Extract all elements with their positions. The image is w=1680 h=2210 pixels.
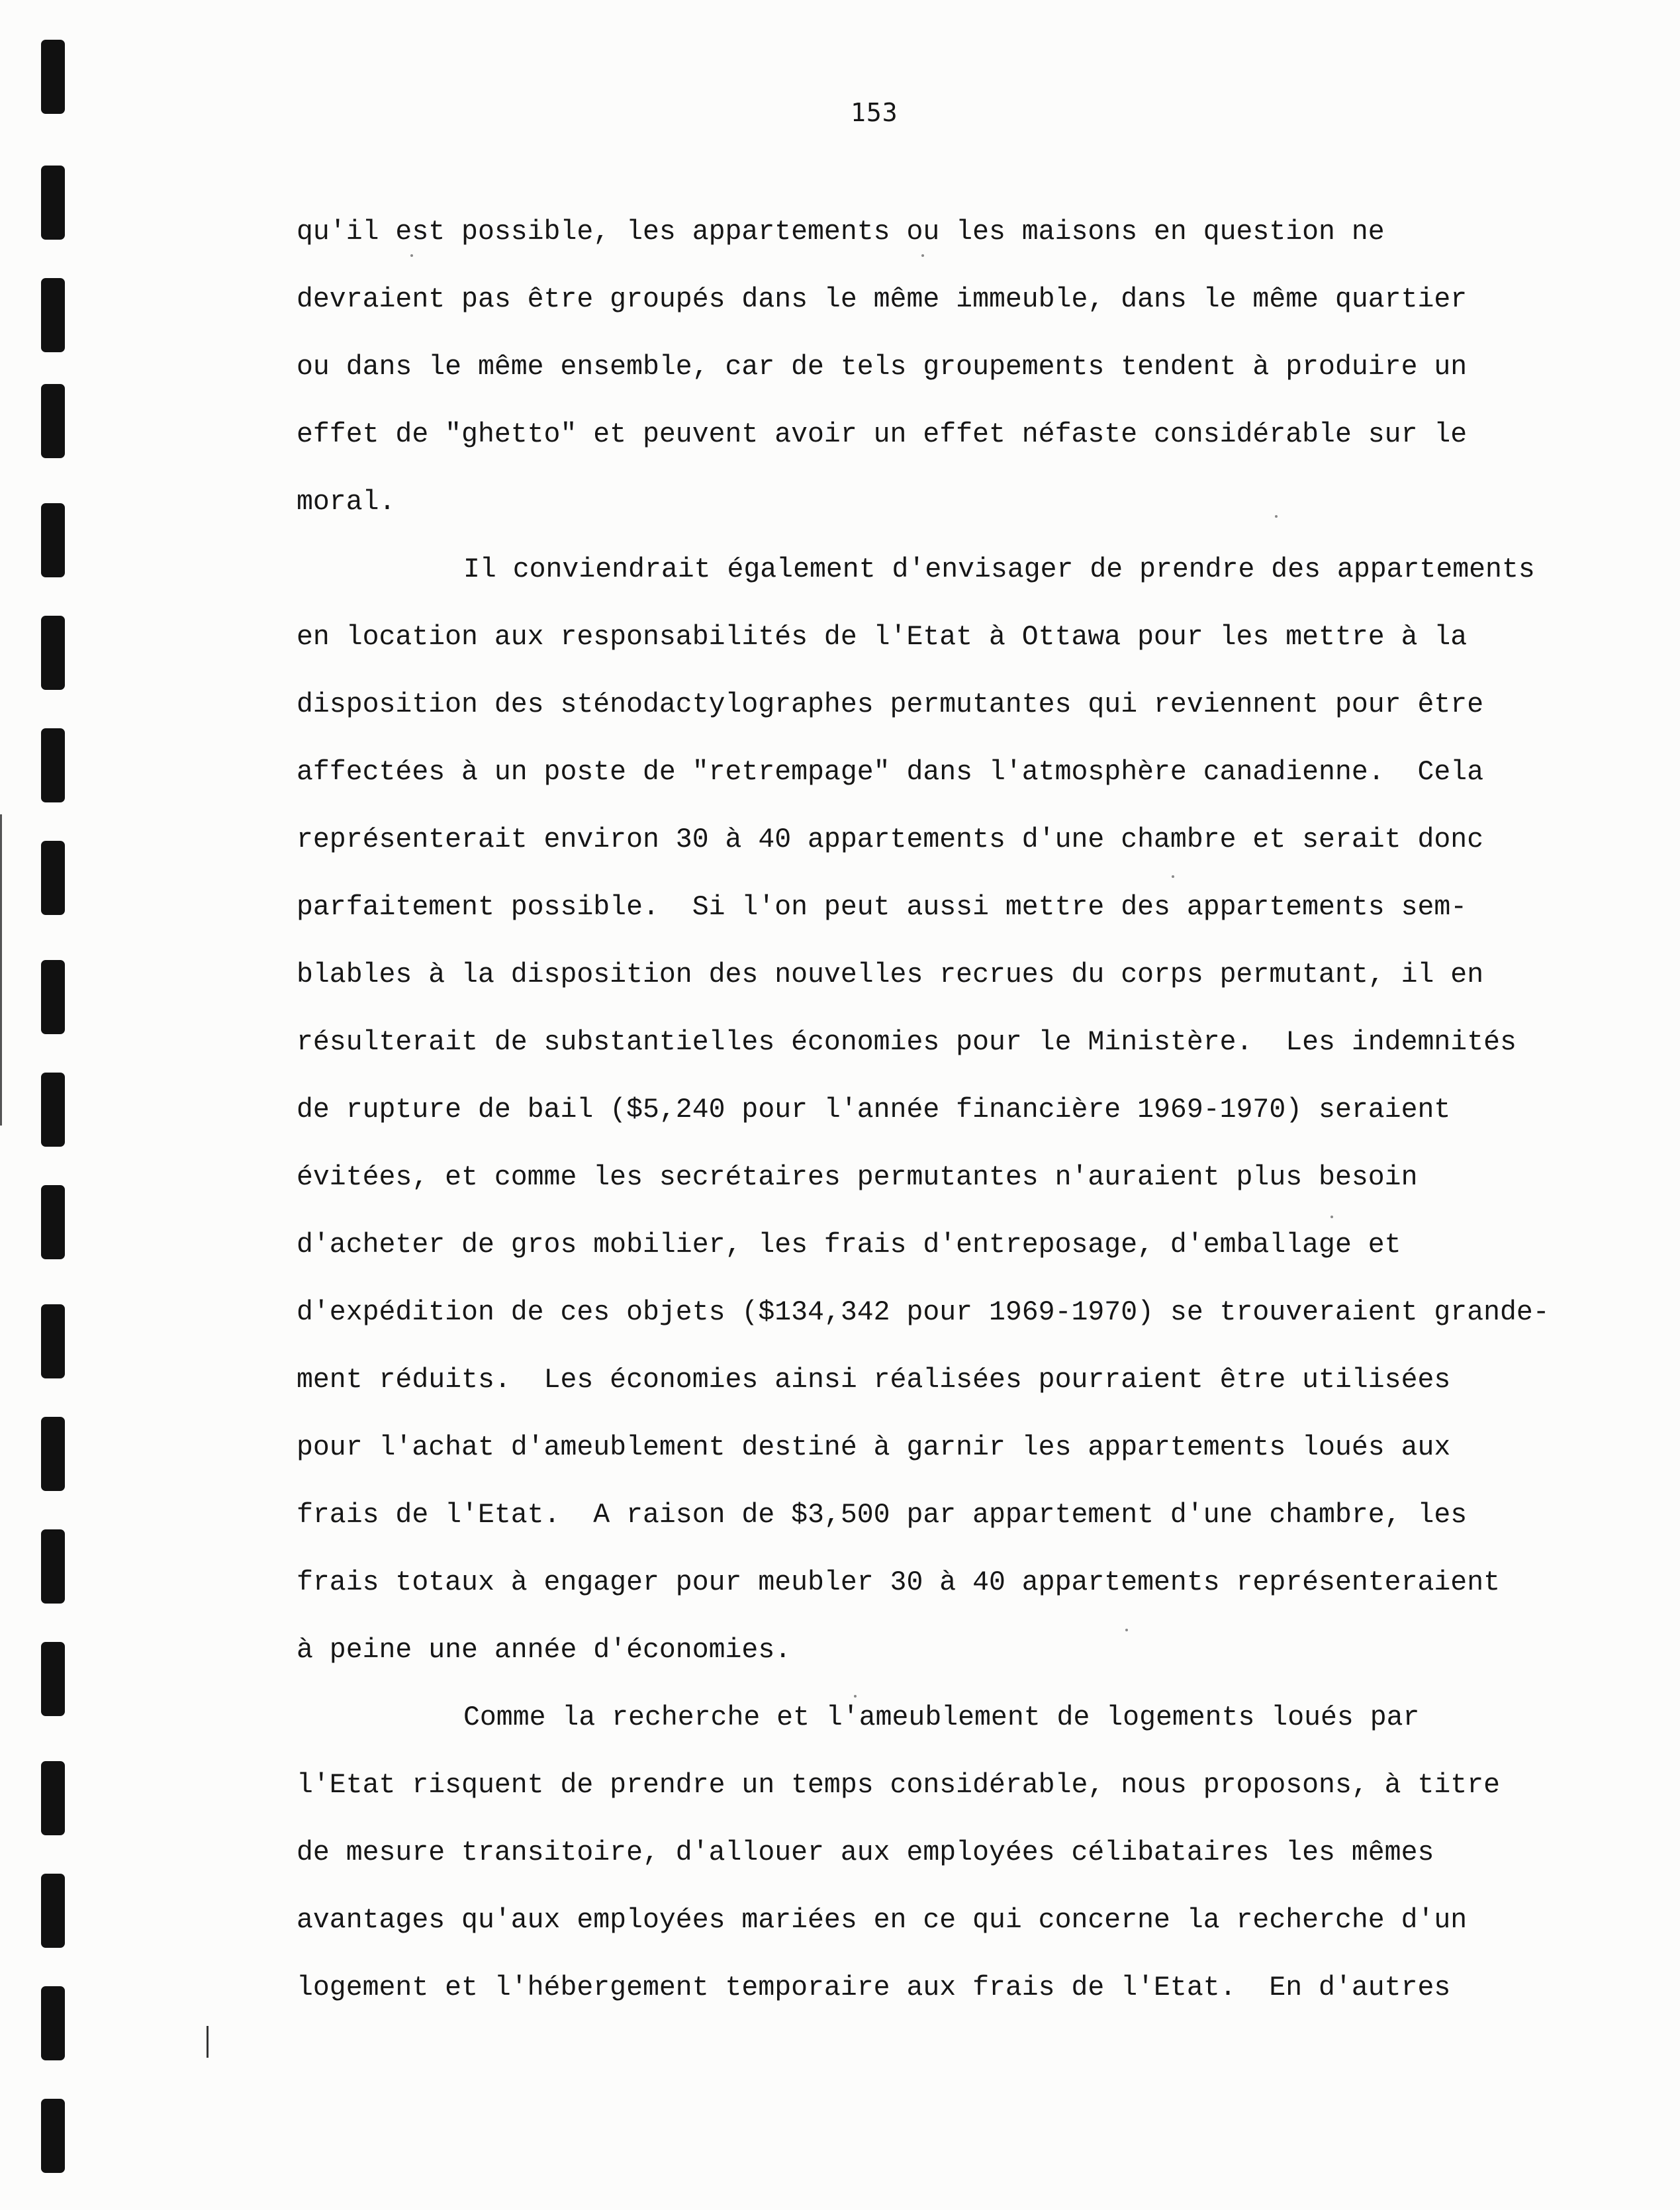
text-line: disposition des sténodactylographes permutantes qui reviennent pour être xyxy=(297,689,1484,720)
punch-mark xyxy=(41,1417,65,1491)
text-line: d'acheter de gros mobilier, les frais d'entreposage, d'emballage et xyxy=(297,1229,1401,1261)
margin-line xyxy=(0,814,2,1126)
text-line: évitées, et comme les secrétaires permutantes n'auraient plus besoin xyxy=(297,1162,1418,1193)
text-line: qu'il est possible, les appartements ou les maisons en question ne xyxy=(297,216,1385,248)
text-line: l'Etat risquent de prendre un temps considérable, nous proposons, à titre xyxy=(297,1770,1500,1801)
text-line: de rupture de bail ($5,240 pour l'année financière 1969-1970) seraient xyxy=(297,1094,1451,1126)
text-line: frais totaux à engager pour meubler 30 à 40 appartements représenteraient xyxy=(297,1567,1500,1598)
punch-mark xyxy=(41,40,65,114)
punch-mark xyxy=(41,1185,65,1259)
punch-mark xyxy=(41,728,65,802)
punch-mark xyxy=(41,1761,65,1835)
punch-mark xyxy=(41,1986,65,2060)
text-line: avantages qu'aux employées mariées en ce qui concerne la recherche d'un xyxy=(297,1905,1468,1936)
text-line: Comme la recherche et l'ameublement de logements loués par xyxy=(463,1702,1420,1733)
text-line: affectées à un poste de "retrempage" dans l'atmosphère canadienne. Cela xyxy=(297,757,1484,788)
text-line: à peine une année d'économies. xyxy=(297,1635,792,1666)
text-line: de mesure transitoire, d'allouer aux employées célibataires les mêmes xyxy=(297,1837,1434,1868)
punch-mark xyxy=(41,960,65,1034)
text-line: logement et l'hébergement temporaire aux frais de l'Etat. En d'autres xyxy=(297,1972,1451,2003)
text-line: frais de l'Etat. A raison de $3,500 par appartement d'une chambre, les xyxy=(297,1500,1468,1531)
text-line: effet de "ghetto" et peuvent avoir un effet néfaste considérable sur le xyxy=(297,419,1468,450)
text-line: Il conviendrait également d'envisager de prendre des appartements xyxy=(463,554,1535,585)
punch-mark xyxy=(41,616,65,690)
punch-mark xyxy=(41,2099,65,2173)
punch-mark xyxy=(41,166,65,240)
punch-mark xyxy=(41,278,65,352)
body-text xyxy=(297,199,1567,2022)
speck xyxy=(1275,515,1278,518)
text-line: parfaitement possible. Si l'on peut aussi mettre des appartements sem- xyxy=(297,892,1468,923)
punch-mark xyxy=(41,1304,65,1378)
margin-tick xyxy=(207,2026,209,2058)
text-line: ment réduits. Les économies ainsi réalisées pourraient être utilisées xyxy=(297,1365,1451,1396)
text-line: représenterait environ 30 à 40 appartements d'une chambre et serait donc xyxy=(297,824,1484,855)
speck xyxy=(410,254,413,257)
text-line: moral. xyxy=(297,487,396,518)
punch-mark xyxy=(41,1642,65,1716)
text-line: devraient pas être groupés dans le même immeuble, dans le même quartier xyxy=(297,284,1468,315)
binding-marks xyxy=(41,40,68,2185)
text-line: ou dans le même ensemble, car de tels groupements tendent à produire un xyxy=(297,352,1468,383)
punch-mark xyxy=(41,1874,65,1948)
page-number: 153 xyxy=(851,98,898,127)
speck xyxy=(854,1695,857,1698)
punch-mark xyxy=(41,1073,65,1147)
speck xyxy=(921,254,924,257)
punch-mark xyxy=(41,1529,65,1604)
text-line: pour l'achat d'ameublement destiné à garnir les appartements loués aux xyxy=(297,1432,1451,1463)
speck xyxy=(1330,1216,1333,1218)
speck xyxy=(1125,1629,1128,1631)
punch-mark xyxy=(41,384,65,458)
speck xyxy=(1172,875,1174,878)
text-line: en location aux responsabilités de l'Etat à Ottawa pour les mettre à la xyxy=(297,622,1468,653)
text-line: résulterait de substantielles économies pour le Ministère. Les indemnités xyxy=(297,1027,1517,1058)
text-line: d'expédition de ces objets ($134,342 pour 1969-1970) se trouveraient grande- xyxy=(297,1297,1550,1328)
punch-mark xyxy=(41,841,65,915)
text-line: blables à la disposition des nouvelles recrues du corps permutant, il en xyxy=(297,959,1484,990)
punch-mark xyxy=(41,503,65,577)
